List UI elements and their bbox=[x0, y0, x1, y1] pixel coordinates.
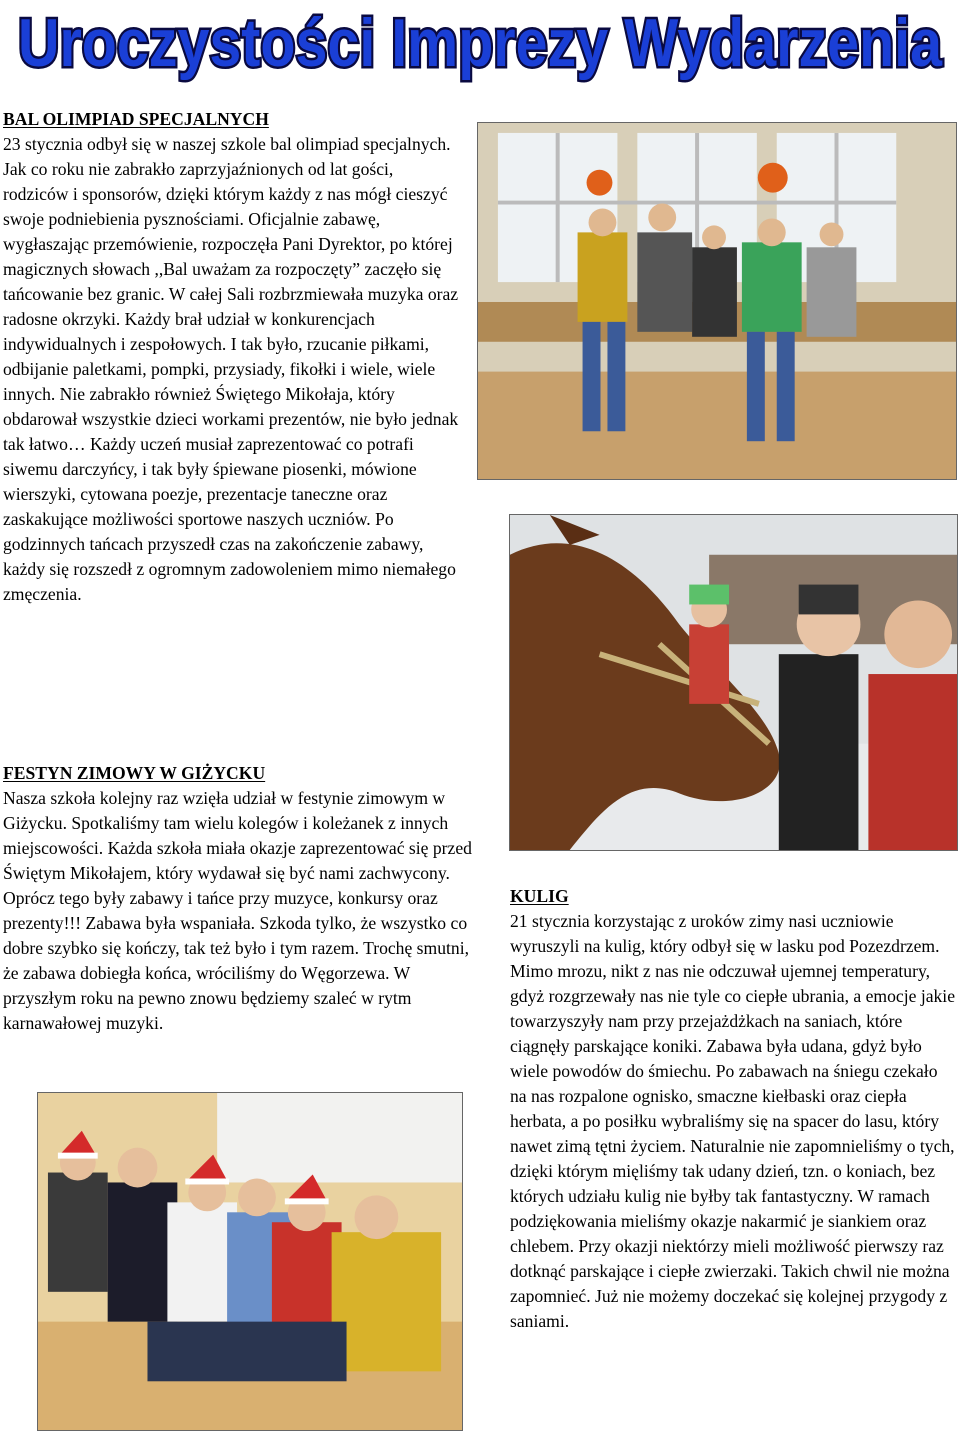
article-heading: BAL OLIMPIAD SPECJALNYCH bbox=[3, 109, 269, 129]
photo-group-santa-hats bbox=[37, 1092, 463, 1431]
article-body: 23 stycznia odbył się w naszej szkole bal olimpiad specjalnych. Jak co roku nie zabrakło zaprzyjaźnionych od lat gości, rodziców i sponsorów, dzięki którym każdy z nas mógł cieszyć swoje podniebienia pysznościami. Oficjalnie zabawę, wygłaszając przemówienie, rozpoczęła Pani Dyrektor, po której magicznych słowach ,,Bal uważam za rozpoczęty” zaczęło się tańcowanie bez granic. W całej Sali rozbrzmiewała muzyka oraz radosne okrzyki. Każdy brał udział w konkurencjach indywidualnych i zespołowych. I tak było, rzucanie piłkami, odbijanie paletkami, pompki, przysiady, fikołki i wiele, wiele innych. Nie zabrakło również Świętego Mikołaja, który obdarował wszystkie dzieci workami prezentów, nie było jednak tak łatwo… Każdy uczeń musiał zaprezentować co potrafi siwemu darczyńcy, i tak były śpiewane piosenki, mówione wierszyki, cytowana poezje, prezentacje taneczne oraz zaskakujące możliwości sportowe naszych uczniów. Po godzinnych tańcach przyszedł czas na zakończenie zabawy, każdy się rozszedł z ogromnym zadowoleniem mimo niemałego zmęczenia. bbox=[3, 134, 459, 604]
photo-students-with-horse-icon bbox=[510, 515, 957, 850]
article-heading: FESTYN ZIMOWY W GIŻYCKU bbox=[3, 763, 266, 783]
article-kulig bbox=[510, 884, 957, 1334]
article-bal-olimpiad bbox=[3, 107, 459, 607]
photo-students-gym-icon bbox=[478, 123, 956, 479]
page-banner bbox=[0, 0, 960, 88]
article-heading: KULIG bbox=[510, 886, 569, 906]
article-body: 21 stycznia korzystając z uroków zimy nasi uczniowie wyruszyli na kulig, który odbył się w lasku pod Pozezdrzem. Mimo mrozu, nikt z nas nie odczuwał ujemnej temperatury, gdyż rozgrzewały nas nie tyle co ciepłe ubrania, a emocje jakie towarzyszyły nam przy przejażdżkach na saniach, które ciągnęły parskające koniki. Zabawa była udana, gdyż było wiele powodów do śmiechu. Po zabawach na śniegu czekało na nas rozpalone ognisko, smaczne kiełbaski oraz ciepła herbata, a po posiłku wybraliśmy się na spacer do lasu, który nawet zimą tętni życiem. Naturalnie nie zapomnieliśmy o tych, dzięki którym mięliśmy tak udany dzień, tzn. o koniach, bez których udziału kulig nie byłby tak fantastyczny. W ramach podziękowania mieliśmy okazje nakarmić je siankiem oraz chlebem. Przy okazji niektórzy mieli możliwość pierwszy raz dotknąć parskające i ciepłe zwierzaki. Takich chwil nie można zapomnieć. Już nie możemy doczekać się kolejnej przygody z saniami. bbox=[510, 911, 956, 1331]
article-festyn-zimowy bbox=[3, 761, 483, 1036]
photo-horse-students bbox=[509, 514, 958, 851]
article-body: Nasza szkoła kolejny raz wzięła udział w festynie zimowym w Giżycku. Spotkaliśmy tam wielu kolegów i koleżanek z innych miejscowości. Każda szkoła miała okazje zaprezentować się przed Świętym Mikołajem, który wydawał się być nami zachwycony. Oprócz tego były zabawy i tańce przy muzyce, konkursy oraz prezenty!!! Zabawa była wspaniała. Szkoda tylko, że wszystko co dobre szybko się kończy, tak też było i tym razem. Trochę smutni, że zabawa dobiegła końca, wróciliśmy do Węgorzewa. W przyszłym roku na pewno znowu będziemy szaleć w rytm karnawałowej muzyki. bbox=[3, 788, 472, 1033]
photo-gym-students bbox=[477, 122, 957, 480]
banner-title-graphic bbox=[10, 2, 950, 86]
banner-title: Uroczystości Imprezy Wydarzenia bbox=[18, 5, 943, 81]
photo-students-santa-hats-icon bbox=[38, 1093, 462, 1430]
